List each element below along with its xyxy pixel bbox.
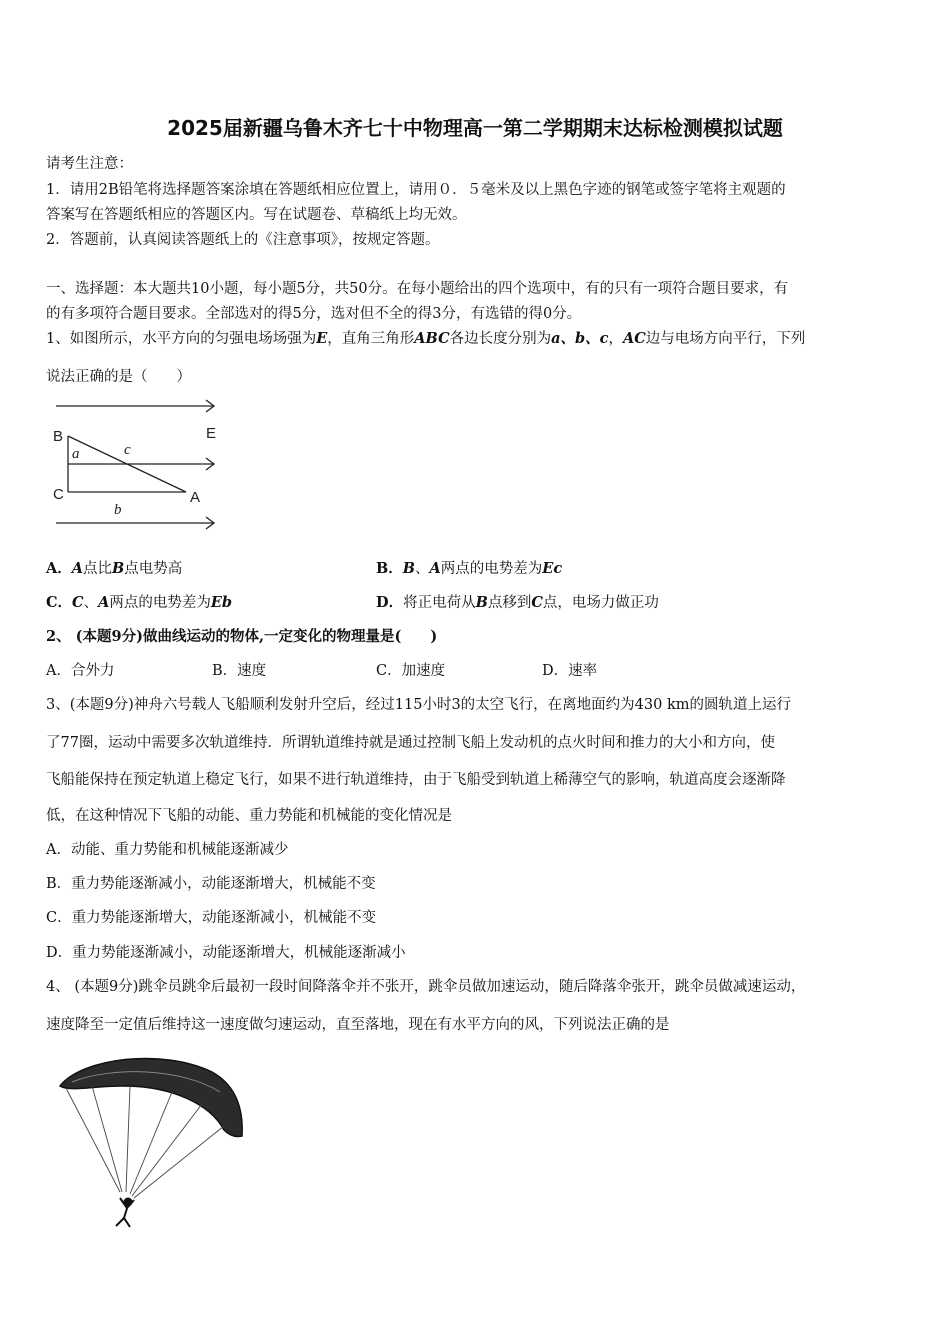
label-A: A [190,489,201,506]
label-E: E [206,425,217,442]
q1-stem-part: 边与电场方向平行，下列 [645,331,806,347]
option-text: 、 [83,595,99,611]
option-var: A [98,594,110,611]
q1-var-E: E [316,330,328,347]
option-text: 两点的电势差为 [440,561,543,577]
q1-option-c [46,591,232,612]
q1-option-a [46,557,182,578]
question-1-stem-2: 说法正确的是（ ） [46,369,191,385]
question-4-line-2: 速度降至一定值后维持这一速度做匀速运动，直至落地，现在有水平方向的风，下列说法正确的是 [46,1017,670,1033]
q2-option-b: B．速度 [212,663,267,679]
question-3-line-2: 了77圈，运动中需要多次轨道维持．所谓轨道维持就是通过控制飞船上发动机的点火时间和推力的大小和方向，使 [46,735,775,751]
q1-stem-part: 1、如图所示，水平方向的匀强电场场强为 [46,331,317,347]
section-heading-line-1: 一、选择题：本大题共10小题，每小题5分，共50分。在每小题给出的四个选项中，有的只有一项符合题目要求，有 [46,281,789,297]
q1-stem-part: ， [608,331,623,347]
notice-line-2: 答案写在答题纸相应的答题区内。写在试题卷、草稿纸上均无效。 [46,207,467,223]
option-letter: D． [376,594,404,611]
option-var: C [531,594,543,611]
notice-line-3: 2．答题前，认真阅读答题纸上的《注意事项》，按规定答题。 [46,232,440,248]
option-var: A [429,560,441,577]
option-letter: A． [46,560,72,577]
page-title: 2025届新疆乌鲁木齐七十中物理高一第二学期期末达标检测模拟试题 [167,116,783,140]
q1-var-abc: a、b、c [551,330,609,347]
q3-option-c: C．重力势能逐渐增大，动能逐渐减小，机械能不变 [46,910,377,926]
option-text: 点，电场力做正功 [542,595,659,611]
triangle-field-figure [48,392,228,537]
q1-option-d [376,591,659,612]
option-text: 点移到 [487,595,532,611]
skydiver-icon [116,1198,134,1227]
question-3-line-4: 低，在这种情况下飞船的动能、重力势能和机械能的变化情况是 [46,808,452,824]
question-3-line-1: 3、(本题9分)神舟六号载人飞船顺利发射升空后，经过115小时3的太空飞行，在离地面约为430 km的圆轨道上运行 [46,697,791,713]
option-text: 点电势高 [124,561,183,577]
q2-option-a: A．合外力 [46,663,115,679]
q3-option-a: A．动能、重力势能和机械能逐渐减少 [46,842,289,858]
notice-heading: 请考生注意： [46,156,133,172]
question-3-line-3: 飞船能保持在预定轨道上稳定飞行，如果不进行轨道维持，由于飞船受到轨道上稀薄空气的影响，轨道高度会逐渐降 [46,772,786,788]
option-var: B [112,560,125,577]
label-c: c [124,442,131,458]
label-B: B [53,428,64,445]
option-text: 、 [415,561,430,577]
q3-option-d: D．重力势能逐渐减小，动能逐渐增大，机械能逐渐减小 [46,945,406,961]
option-letter: B． [376,560,403,577]
q3-option-b: B．重力势能逐渐减小，动能逐渐增大，机械能不变 [46,876,376,892]
q1-option-b [376,557,562,578]
option-var: B [402,560,416,577]
question-4-line-1: 4、 (本题9分)跳伞员跳伞后最初一段时间降落伞并不张开，跳伞员做加速运动，随后降落伞张开，跳伞员做减速运动， [46,979,806,995]
label-b: b [114,502,122,518]
option-var: C [72,594,84,611]
option-var: B [475,594,488,611]
canopy-icon [60,1058,242,1136]
option-text: 将正电荷从 [403,595,476,611]
option-text: 两点的电势差为 [109,595,211,611]
option-text: 点比 [83,561,113,577]
question-2-stem: 2、 (本题9分)做曲线运动的物体,一定变化的物理量是( ) [46,628,438,645]
q2-option-d: D．速率 [542,663,598,679]
label-a: a [72,446,80,462]
option-var: Ec [542,560,563,577]
option-var: A [71,560,84,577]
label-C: C [53,486,64,503]
q1-stem-part: ，直角三角形 [327,331,415,347]
option-var: Eb [210,594,233,611]
q1-var-ABC: ABC [414,330,450,347]
q2-option-c: C．加速度 [376,663,446,679]
parachutist-figure [52,1052,248,1230]
q1-stem-part: 各边长度分别为 [449,331,552,347]
q1-var-AC: AC [623,330,646,347]
notice-line-1: 1．请用2B铅笔将选择题答案涂填在答题纸相应位置上，请用０．５毫米及以上黑色字迹的钢笔或签字笔将主观题的 [46,182,786,198]
section-heading-line-2: 的有多项符合题目要求。全部选对的得5分，选对但不全的得3分，有选错的得0分。 [46,306,582,322]
option-letter: C． [46,594,73,611]
question-1-stem [46,327,805,348]
